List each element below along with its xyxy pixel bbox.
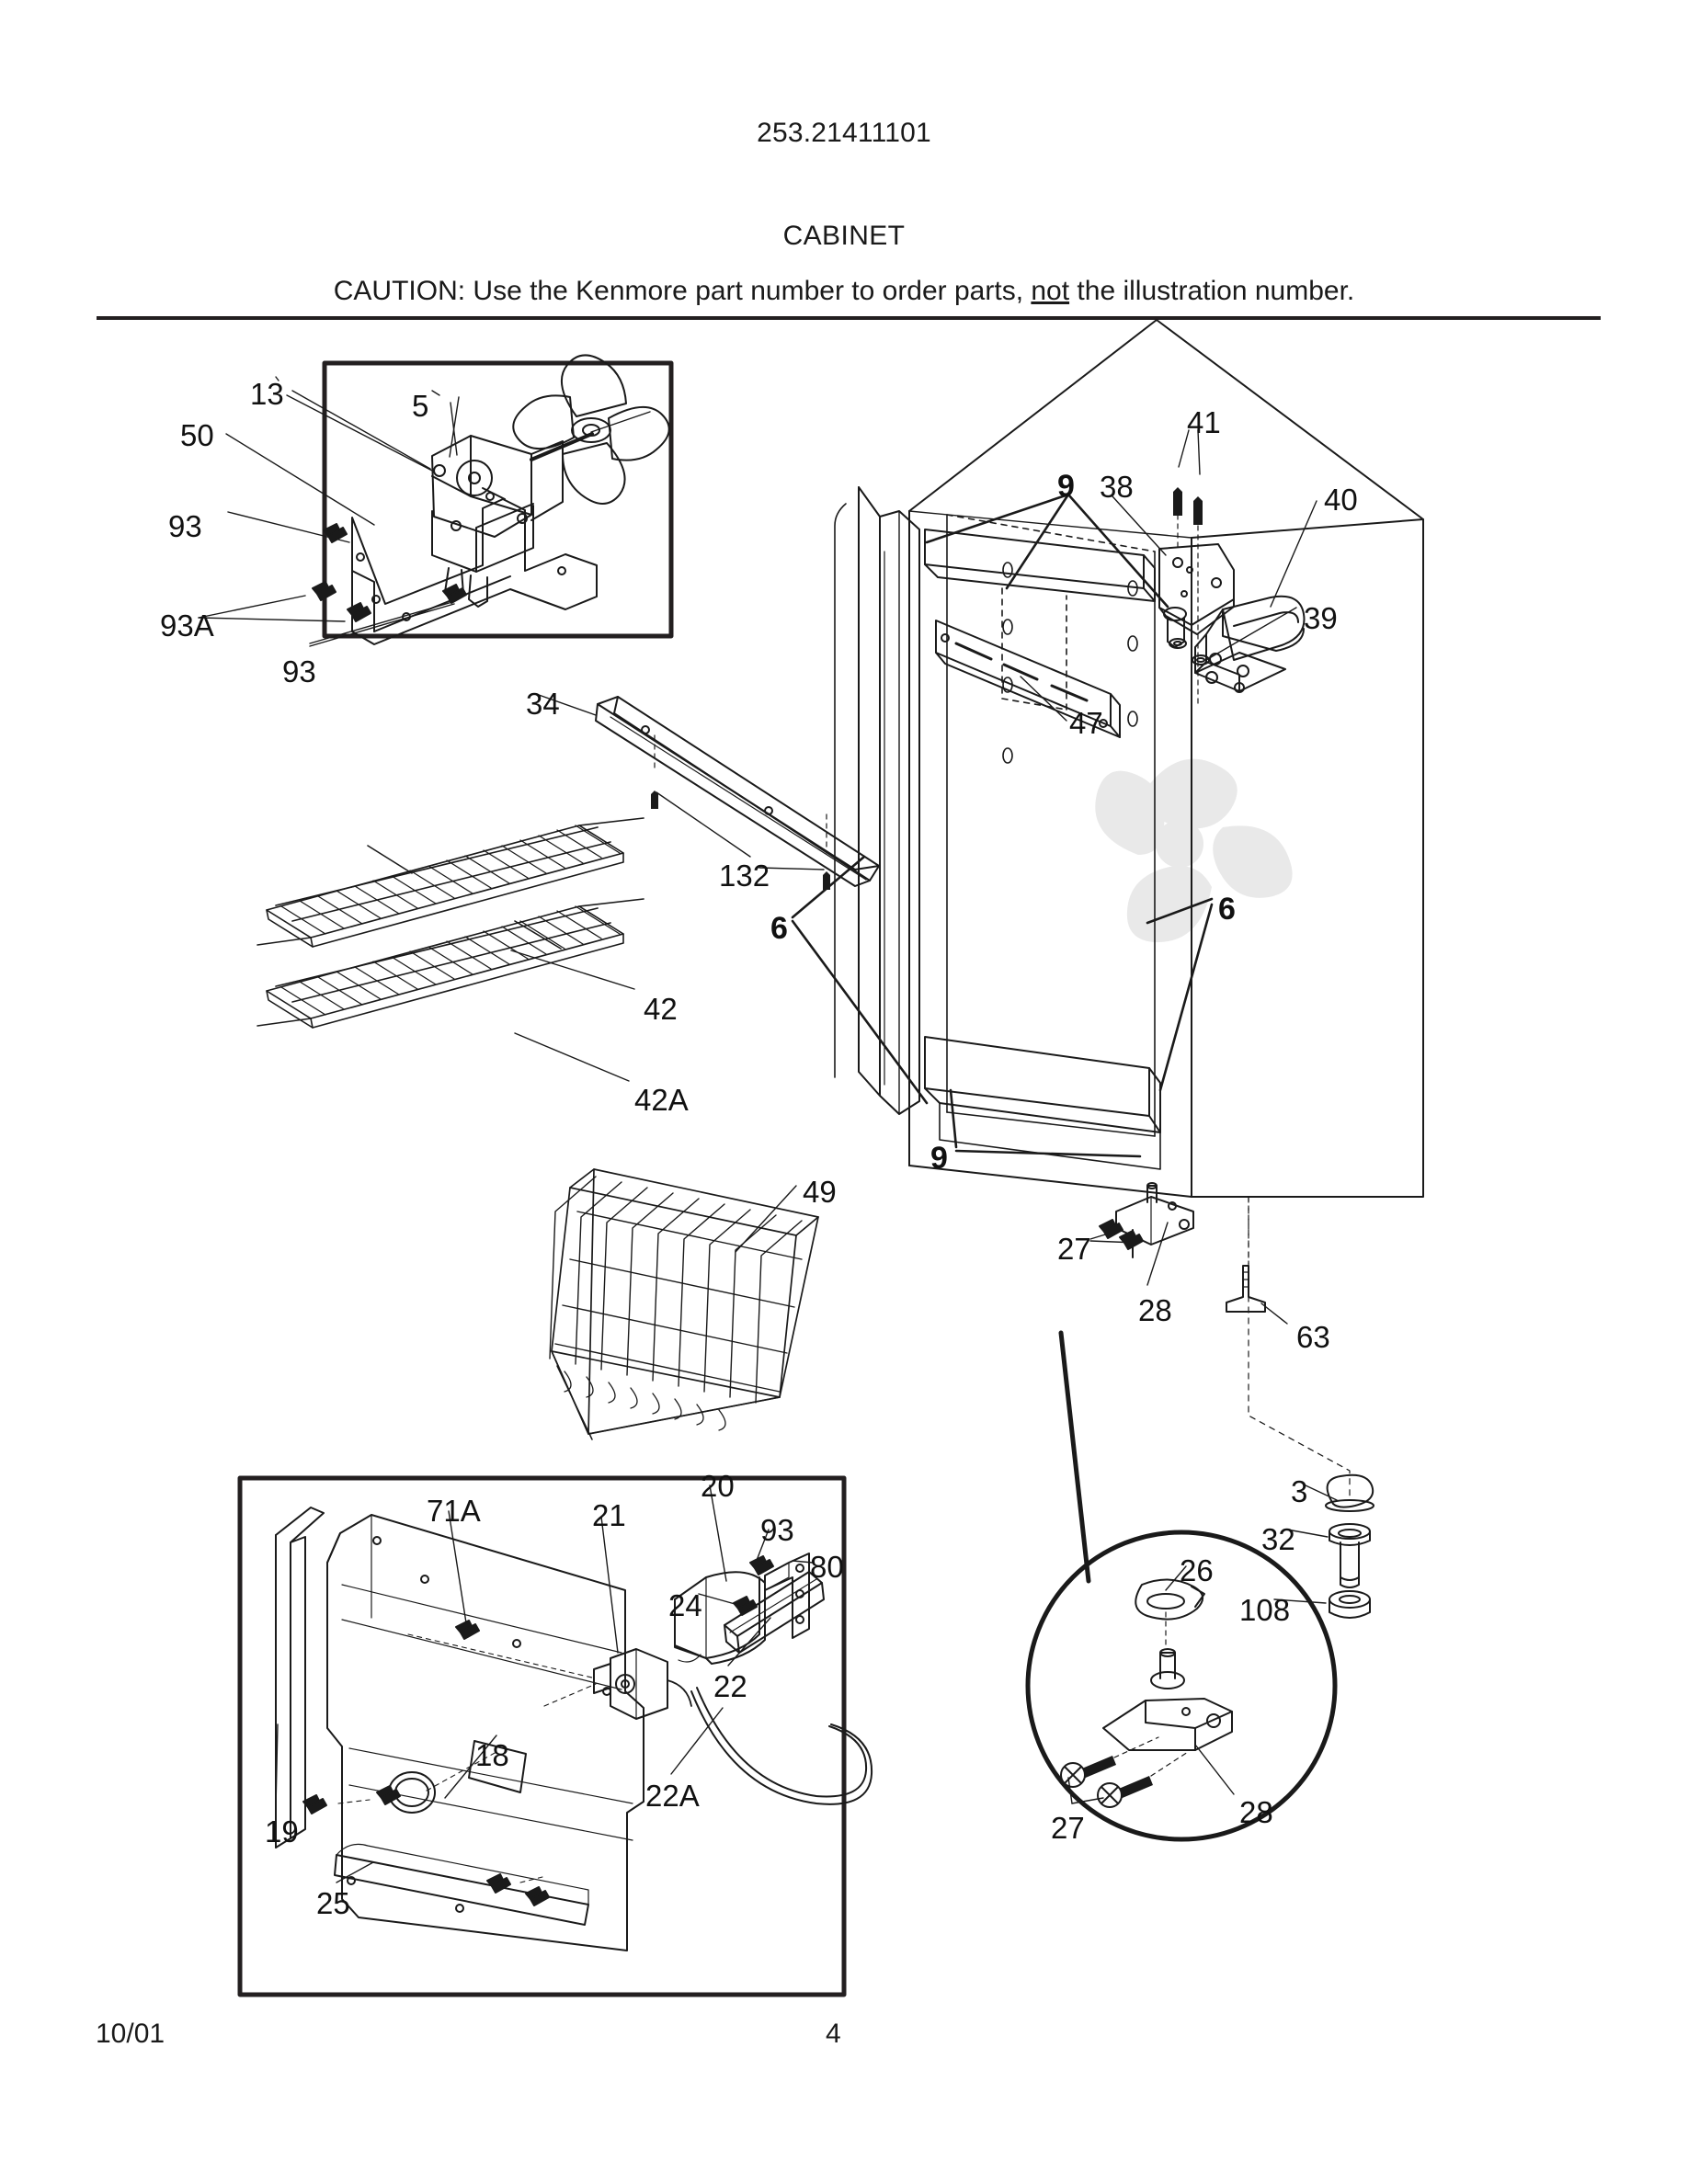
callout-27-top: 27 bbox=[1057, 1232, 1091, 1266]
callout-26: 26 bbox=[1180, 1553, 1214, 1587]
callout-9-top: 9 bbox=[1057, 469, 1075, 504]
part-wire-shelf-42A-wires bbox=[281, 906, 620, 1015]
callout-3: 3 bbox=[1291, 1474, 1308, 1508]
callout-32: 32 bbox=[1261, 1522, 1295, 1556]
caution-emphasis: not bbox=[1031, 276, 1070, 306]
part-leveler-63 bbox=[1226, 1197, 1265, 1312]
callout-93-panel: 93 bbox=[760, 1513, 794, 1547]
caution-suffix: the illustration number. bbox=[1069, 276, 1355, 306]
callout-93A: 93A bbox=[160, 609, 214, 643]
callout-5: 5 bbox=[412, 389, 429, 423]
callout-47: 47 bbox=[1069, 706, 1103, 740]
callout-42: 42 bbox=[644, 992, 678, 1026]
callout-41: 41 bbox=[1187, 405, 1221, 439]
cabinet-top-trim bbox=[925, 529, 1155, 601]
callout-20: 20 bbox=[701, 1469, 735, 1503]
door-gasket-pillar bbox=[835, 487, 919, 1114]
part-screws-41 bbox=[1173, 467, 1203, 708]
callout-18: 18 bbox=[475, 1738, 509, 1772]
callout-50: 50 bbox=[180, 418, 214, 452]
page-number: 4 bbox=[826, 2019, 841, 2049]
callout-39: 39 bbox=[1304, 601, 1338, 635]
callout-25: 25 bbox=[316, 1886, 350, 1920]
callout-21: 21 bbox=[592, 1498, 626, 1532]
callout-40: 40 bbox=[1324, 483, 1358, 517]
date-stamp: 10/01 bbox=[96, 2019, 165, 2049]
callout-93-top: 93 bbox=[168, 509, 202, 543]
callout-22: 22 bbox=[713, 1669, 747, 1703]
callout-28-top: 28 bbox=[1138, 1293, 1172, 1327]
callout-71A: 71A bbox=[427, 1494, 481, 1528]
callout-13: 13 bbox=[250, 377, 284, 411]
callout-9-bottom: 9 bbox=[930, 1141, 948, 1176]
callout-24: 24 bbox=[668, 1588, 702, 1622]
cabinet-bottom-trim bbox=[925, 1037, 1160, 1169]
part-wire-basket-49-front bbox=[552, 1351, 780, 1439]
callout-19: 19 bbox=[265, 1814, 299, 1848]
part-washers-39 bbox=[1169, 639, 1209, 665]
callout-6-right: 6 bbox=[1218, 892, 1236, 927]
page-title: CABINET bbox=[782, 221, 906, 251]
model-number: 253.21411101 bbox=[757, 118, 931, 148]
callout-93-bottom: 93 bbox=[282, 654, 316, 688]
callout-42A: 42A bbox=[634, 1083, 689, 1117]
callout-63: 63 bbox=[1296, 1320, 1330, 1354]
part-bushing-108 bbox=[1329, 1591, 1370, 1618]
callout-34: 34 bbox=[526, 687, 560, 721]
callout-49: 49 bbox=[803, 1175, 837, 1209]
part-hinge-cover-40 bbox=[1195, 597, 1305, 692]
part-caster-stem-32 bbox=[1329, 1524, 1370, 1587]
callout-27-bottom: 27 bbox=[1051, 1811, 1085, 1845]
caution-prefix: CAUTION: Use the Kenmore part number to order parts, bbox=[333, 276, 1032, 306]
callout-80: 80 bbox=[810, 1550, 844, 1584]
callout-6-left: 6 bbox=[770, 911, 788, 946]
callout-38: 38 bbox=[1100, 470, 1134, 504]
callout-132: 132 bbox=[719, 859, 770, 893]
callout-22A: 22A bbox=[645, 1779, 700, 1813]
callout-28-bottom: 28 bbox=[1239, 1795, 1273, 1829]
watermark-fan bbox=[1095, 759, 1292, 942]
callout-108: 108 bbox=[1239, 1593, 1291, 1627]
